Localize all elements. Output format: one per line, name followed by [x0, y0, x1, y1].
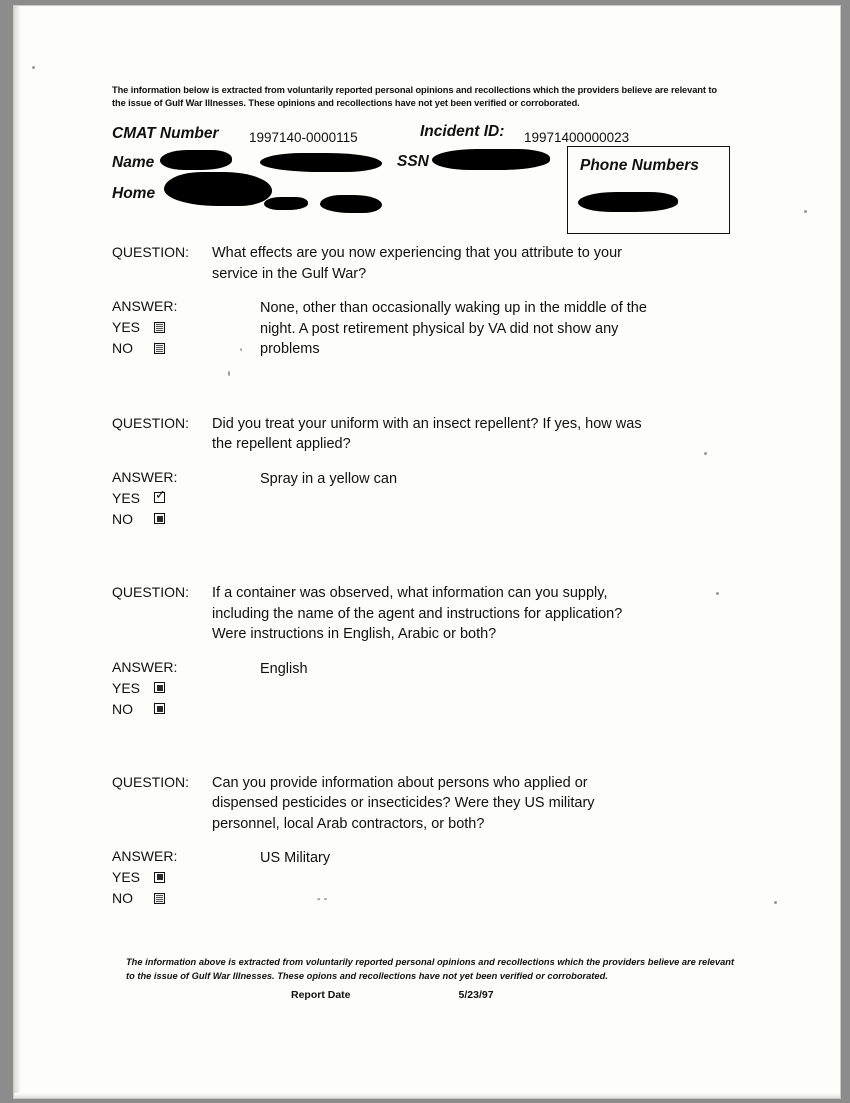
home-label: Home — [112, 184, 156, 202]
ssn-label: SSN — [397, 152, 429, 170]
yes-row[interactable] — [112, 490, 260, 506]
answer-label: ANSWER: — [112, 848, 178, 865]
redaction-home-2 — [264, 197, 308, 210]
yes-checkbox[interactable] — [154, 322, 165, 333]
redaction-ssn — [432, 149, 550, 170]
answer-row — [112, 659, 742, 717]
top-disclaimer: The information below is extracted from voluntarily reported personal opinions and recollections which the providers believe are relevant to the issue of Gulf War Illnesses. These opinions and recollections have not yet been verified or corroborated. — [112, 85, 717, 109]
question-row — [112, 773, 742, 835]
no-label: NO — [112, 340, 133, 357]
page-left-edge-shadow — [14, 6, 21, 1098]
answer-row — [112, 469, 742, 527]
answer-text: English — [260, 660, 308, 677]
incident-id-value: 19971400000023 — [524, 129, 630, 145]
yes-row[interactable] — [112, 869, 260, 885]
redaction-name-2 — [260, 153, 382, 172]
scan-speck — [804, 210, 807, 213]
report-date-label: Report Date — [291, 988, 351, 1001]
answer-text: US Military — [260, 850, 331, 867]
answer-controls — [112, 848, 260, 906]
redaction-name-1 — [160, 150, 232, 170]
no-label: NO — [112, 890, 133, 907]
question-label: QUESTION: — [112, 583, 190, 600]
phone-numbers-label: Phone Numbers — [580, 156, 699, 174]
question-text: If a container was observed, what information can you supply, including the name of the agent and instructions for application? Were instructions in English, Arabic or both? — [212, 584, 623, 643]
qa-block — [112, 414, 742, 527]
yes-row[interactable] — [112, 680, 260, 696]
qa-block — [112, 243, 742, 360]
answer-label: ANSWER: — [112, 658, 178, 675]
answer-label: ANSWER: — [112, 298, 178, 315]
incident-id-label: Incident ID: — [420, 122, 505, 140]
scan-speck — [32, 66, 35, 69]
answer-controls — [112, 298, 260, 360]
qa-block — [112, 583, 742, 717]
yes-label: YES — [112, 869, 141, 886]
question-label: QUESTION: — [112, 243, 190, 260]
cmat-number-value: 1997140-0000115 — [249, 129, 358, 145]
answer-row — [112, 848, 742, 906]
yes-row[interactable] — [112, 319, 260, 335]
page-footer — [126, 956, 736, 1001]
document-body — [112, 84, 742, 906]
no-checkbox[interactable] — [154, 893, 165, 904]
scanned-page — [14, 6, 840, 1098]
question-row — [112, 243, 742, 284]
report-date-row — [291, 989, 736, 1001]
phone-numbers-box — [567, 146, 730, 234]
question-label: QUESTION: — [112, 414, 190, 431]
answer-row — [112, 298, 742, 360]
record-header — [112, 122, 742, 235]
scan-artifact-mark: ' — [240, 346, 243, 359]
no-row[interactable] — [112, 511, 260, 527]
no-row[interactable] — [112, 701, 260, 717]
question-text: Did you treat your uniform with an insect repellent? If yes, how was the repellent applied? — [212, 415, 642, 453]
no-checkbox[interactable] — [154, 343, 165, 354]
name-label: Name — [112, 153, 155, 171]
answer-controls — [112, 469, 260, 527]
no-label: NO — [112, 700, 133, 717]
qa-block — [112, 773, 742, 907]
yes-checkbox[interactable] — [154, 492, 165, 503]
scan-speck — [774, 901, 777, 904]
redaction-phone — [578, 192, 678, 212]
no-row[interactable] — [112, 340, 260, 356]
answer-label: ANSWER: — [112, 468, 178, 485]
question-row — [112, 583, 742, 645]
yes-label: YES — [112, 489, 141, 506]
no-checkbox[interactable] — [154, 513, 165, 524]
redaction-home-3 — [320, 195, 382, 213]
answer-text: None, other than occasionally waking up in the middle of the night. A post retirement physical by VA did not show any problems — [260, 300, 647, 358]
no-row[interactable] — [112, 890, 260, 906]
yes-checkbox[interactable] — [154, 682, 165, 693]
no-label: NO — [112, 510, 133, 527]
question-text: What effects are you now experiencing that you attribute to your service in the Gulf War? — [212, 244, 622, 282]
footer-disclaimer: The information above is extracted from voluntarily reported personal opinions and recollections which the providers believe are relevant to the issue of Gulf War Illnesses. These opions and recollections have not yet been verified or corroborated. — [126, 957, 735, 981]
answer-text: Spray in a yellow can — [260, 470, 398, 487]
yes-label: YES — [112, 679, 141, 696]
question-row — [112, 414, 742, 455]
question-label: QUESTION: — [112, 773, 190, 790]
report-date-value: 5/23/97 — [458, 988, 494, 1001]
redaction-home-1 — [164, 172, 272, 206]
yes-label: YES — [112, 319, 141, 336]
cmat-number-label: CMAT Number — [112, 124, 219, 142]
scan-artifact-mark: - - — [317, 892, 328, 905]
question-text: Can you provide information about persons who applied or dispensed pesticides or insecticides? Were they US military personnel, local Arab contractors, or both? — [212, 774, 595, 832]
page-bottom-edge-shadow — [14, 1093, 840, 1098]
yes-checkbox[interactable] — [154, 872, 165, 883]
no-checkbox[interactable] — [154, 703, 165, 714]
answer-controls — [112, 659, 260, 717]
